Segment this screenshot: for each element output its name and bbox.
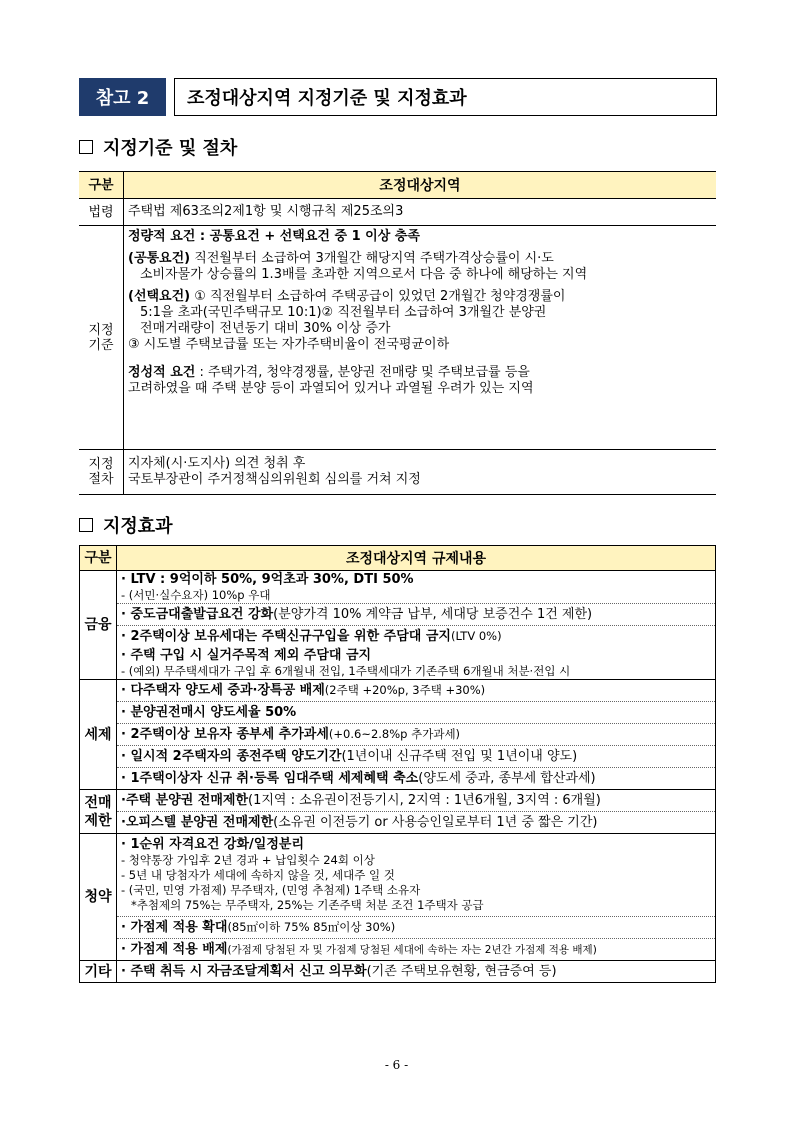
- qualitative-requirement: 정성적 요건 : 주택가격, 청약경쟁률, 분양권 전매량 및 주택보급률 등을 고려하였을 때 주택 분양 등이 과열되어 있거나 과열될 우려가 있는 지역: [128, 365, 534, 396]
- quant-title: 정량적 요건 : 공통요건 + 선택요건 중 1 이상 충족: [128, 229, 420, 244]
- criteria-content: [124, 226, 717, 450]
- criteria-table: [79, 171, 716, 495]
- reference-badge: 참고 2: [79, 78, 166, 116]
- tax-row-5: · 1주택이상자 신규 취·등록 임대주택 세제혜택 축소(양도세 중과, 종부세 합산과세): [117, 768, 716, 790]
- etc-row-1: · 주택 취득 시 자금조달계획서 신고 의무화(기존 주택보유현황, 현금증여 등): [117, 961, 716, 983]
- finance-row-4: · 주택 구입 시 실거주목적 제외 주담대 금지 - (예외) 무주택세대가 구입 후 6개월내 전입, 1주택세대가 기존주택 6개월내 처분·전입 시: [121, 648, 571, 678]
- tax-row-1: · 다주택자 양도세 중과·장특공 배제(2주택 +20%p, 3주택 +30%): [117, 680, 716, 702]
- page-title: 조정대상지역 지정기준 및 지정효과: [174, 78, 717, 116]
- resale-row-2: ·오피스텔 분양권 전매제한(소유권 이전등기 or 사용승인일로부터 1년 중 짧은 기간): [117, 812, 716, 834]
- t1-col2-header: 조정대상지역: [124, 172, 717, 199]
- effect-table: [79, 545, 716, 983]
- resale-label: 전매 제한: [80, 790, 117, 834]
- t1-col1-header: 구분: [79, 172, 124, 199]
- law-text: 주택법 제63조의2제1항 및 시행규칙 제25조의3: [124, 199, 717, 226]
- t2-col2-header: 조정대상지역 규제내용: [117, 546, 716, 571]
- tax-row-2: · 분양권전매시 양도세율 50%: [117, 702, 716, 724]
- common-requirement: (공통요건) 직전월부터 소급하여 3개월간 해당지역 주택가격상승률이 시·도 소비자물가 상승률의 1.3배를 초과한 지역으로서 다음 중 하나에 해당하는 지역: [128, 251, 588, 282]
- tax-row-3: · 2주택이상 보유자 종부세 추가과세(+0.6~2.8%p 추가과세): [117, 724, 716, 746]
- finance-row-2: · 중도금대출발급요건 강화(분양가격 10% 계약금 납부, 세대당 보증건수 1건 제한): [117, 604, 716, 626]
- resale-row-1: ·주택 분양권 전매제한(1지역 : 소유권이전등기시, 2지역 : 1년6개월, 3지역 : 6개월): [117, 790, 716, 812]
- law-label: 법령: [79, 199, 124, 226]
- tax-label: 세제: [80, 680, 117, 790]
- finance-row-1: · LTV : 9억이하 50%, 9억초과 30%, DTI 50% - (서민·실수요자) 10%p 우대: [117, 571, 716, 604]
- criteria-label: 지정 기준: [79, 226, 124, 450]
- checkbox-icon: [79, 140, 93, 154]
- section-criteria-title: 지정기준 및 절차: [103, 138, 238, 159]
- finance-row-3: · 2주택이상 보유세대는 주택신규구입을 위한 주담대 금지(LTV 0%): [117, 626, 716, 648]
- subscription-label: 청약: [80, 834, 117, 961]
- t2-col1-header: 구분: [80, 546, 117, 571]
- etc-label: 기타: [80, 961, 117, 983]
- section-effect-heading: [79, 512, 173, 538]
- finance-label: 금융: [80, 571, 117, 680]
- tax-row-4: · 일시적 2주택자의 종전주택 양도기간(1년이내 신규주택 전입 및 1년이내 양도): [117, 746, 716, 768]
- procedure-label: 지정 절차: [79, 450, 124, 495]
- select-requirement: (선택요건) ① 직전월부터 소급하여 주택공급이 있었던 2개월간 청약경쟁률이 5:1을 초과(국민주택규모 10:1)② 직전월부터 소급하여 3개월간 분양권 전매거래량이 전년동기 대비 30% 이상 증가 ③ 시도별 주택보급률 또는 자가주택비율이 전국평균이하: [128, 289, 566, 352]
- page-number: - 6 -: [384, 1058, 409, 1072]
- procedure-content: 지자체(시·도지사) 의견 청취 후 국토부장관이 주거정책심의위원회 심의를 거쳐 지정: [124, 450, 717, 495]
- section-criteria-heading: [79, 134, 237, 160]
- header: [79, 78, 717, 116]
- subscription-row-1: · 1순위 자격요건 강화/일정분리 - 청약통장 가입후 2년 경과 + 납입횟수 24회 이상 - 5년 내 당첨자가 세대에 속하지 않을 것, 세대주 일 것 - (국민, 민영 가점제) 무주택자, (민영 추첨제) 1주택 소유자 *추첨제의 75%는 무주택자, 25%는 기존주택 처분 조건 1주택자 공급: [117, 834, 716, 917]
- checkbox-icon: [79, 518, 93, 532]
- subscription-row-3: · 가점제 적용 배제(가점제 당첨된 자 및 가점제 당첨된 세대에 속하는 자는 2년간 가점제 적용 배제): [117, 939, 716, 961]
- subscription-row-2: · 가점제 적용 확대(85㎡이하 75% 85㎡이상 30%): [117, 917, 716, 939]
- section-effect-title: 지정효과: [103, 516, 173, 537]
